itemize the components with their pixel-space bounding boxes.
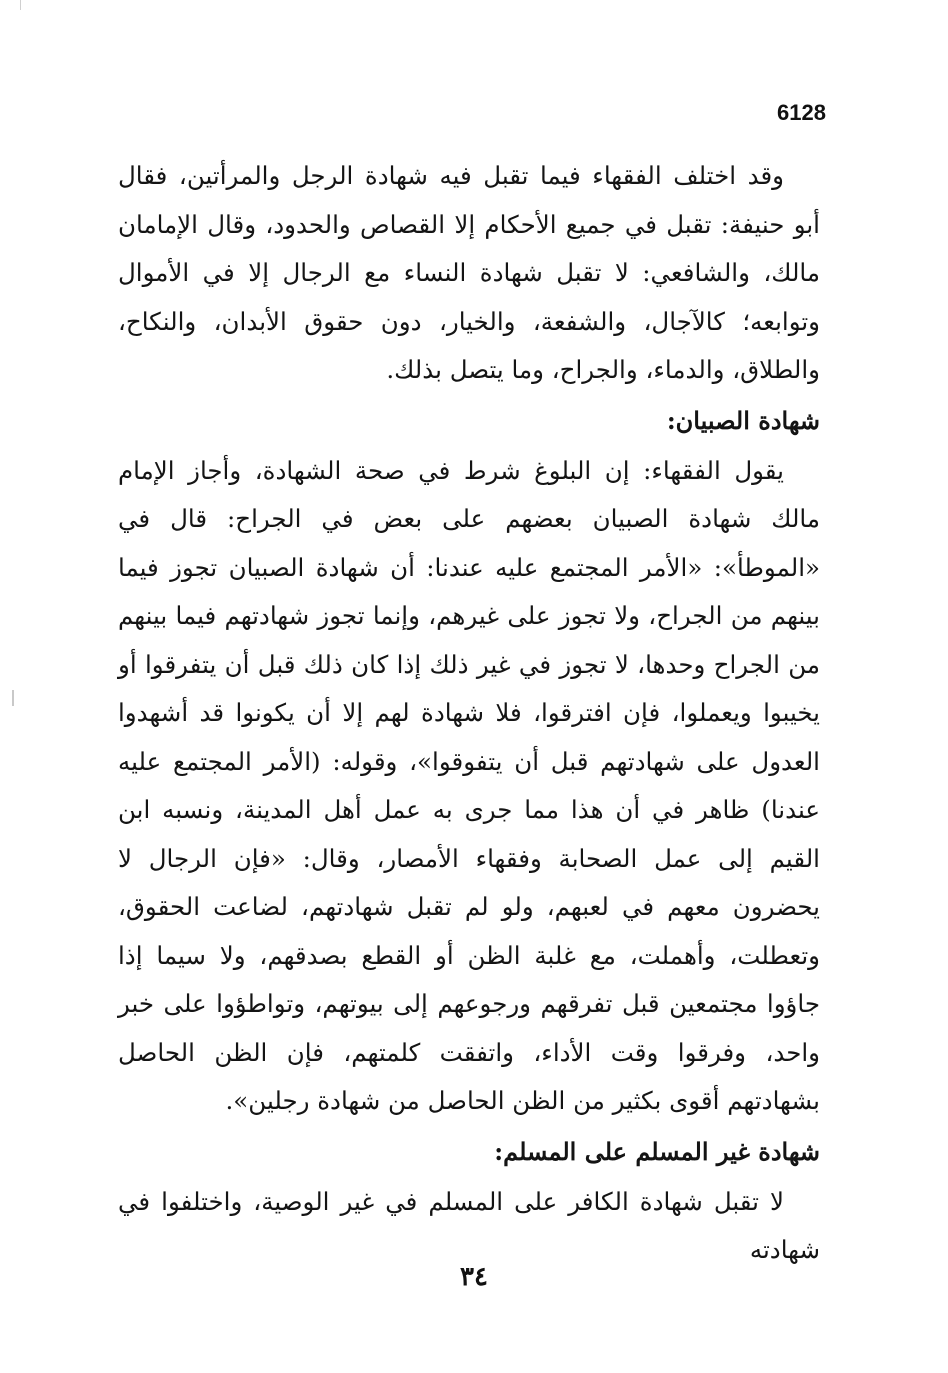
scan-margin-mark [12,690,14,706]
heading-children-testimony: شهادة الصبيان: [666,405,820,435]
body-text [118,152,820,1275]
non-muslim-paragraph: لا تقبل شهادة الكافر على المسلم في غير الوصية، واختلفوا في شهادته [118,1186,820,1264]
heading-non-muslim-testimony: شهادة غير المسلم على المسلم: [494,1136,820,1166]
scan-edge-mark [20,0,21,10]
children-paragraph: يقول الفقهاء: إن البلوغ شرط في صحة الشهادة، وأجاز الإمام مالك شهادة الصبيان بعضهم على بعض في الجراح: قال في «الموطأ»: «الأمر المجتمع عليه عندنا: أن شهادة الصبيان تجوز فيما بينهم من الجراح، ولا تجوز على غيرهم، وإنما تجوز شهادتهم فيما بينهم من الجراح وحدها، لا تجوز في غير ذلك إذا كان ذلك قبل أن يتفرقوا أو يخيبوا ويعملوا، فإن افترقوا، فلا شهادة لهم إلا أن يكونوا قد أشهدوا العدول على شهادتهم قبل أن يتفوقوا»، وقوله: (الأمر المجتمع عليه عندنا) ظاهر في أن هذا مما جرى به عمل أهل المدينة، ونسبه ابن القيم إلى عمل الصحابة وفقهاء الأمصار، وقال: «فإن الرجال لا يحضرون معهم في لعبهم، ولو لم تقبل شهادتهم، لضاعت الحقوق، وتعطلت، وأهملت، مع غلبة الظن أو القطع بصدقهم، ولا سيما إذا جاؤوا مجتمعين قبل تفرقهم ورجوعهم إلى بيوتهم، وتواطؤوا على خبر واحد، وفرقوا وقت الأداء، واتفقت كلمتهم، فإن الظن الحاصل بشهادتهم أقوى بكثير من الظن الحاصل من شهادة رجلين». [118,455,820,1115]
page-number: 6128 [777,100,826,125]
intro-paragraph: وقد اختلف الفقهاء فيما تقبل فيه شهادة الرجل والمرأتين، فقال أبو حنيفة: تقبل في جميع الأحكام إلا القصاص والحدود، وقال الإمامان مالك، والشافعي: لا تقبل شهادة النساء مع الرجال إلا في الأموال وتوابعه؛ كالآجال، والشفعة، والخيار، دون حقوق الأبدان، والنكاح، والطلاق، والدماء، والجراح، وما يتصل بذلك. [118,161,820,384]
folio-number: ٣٤ [460,1262,488,1292]
